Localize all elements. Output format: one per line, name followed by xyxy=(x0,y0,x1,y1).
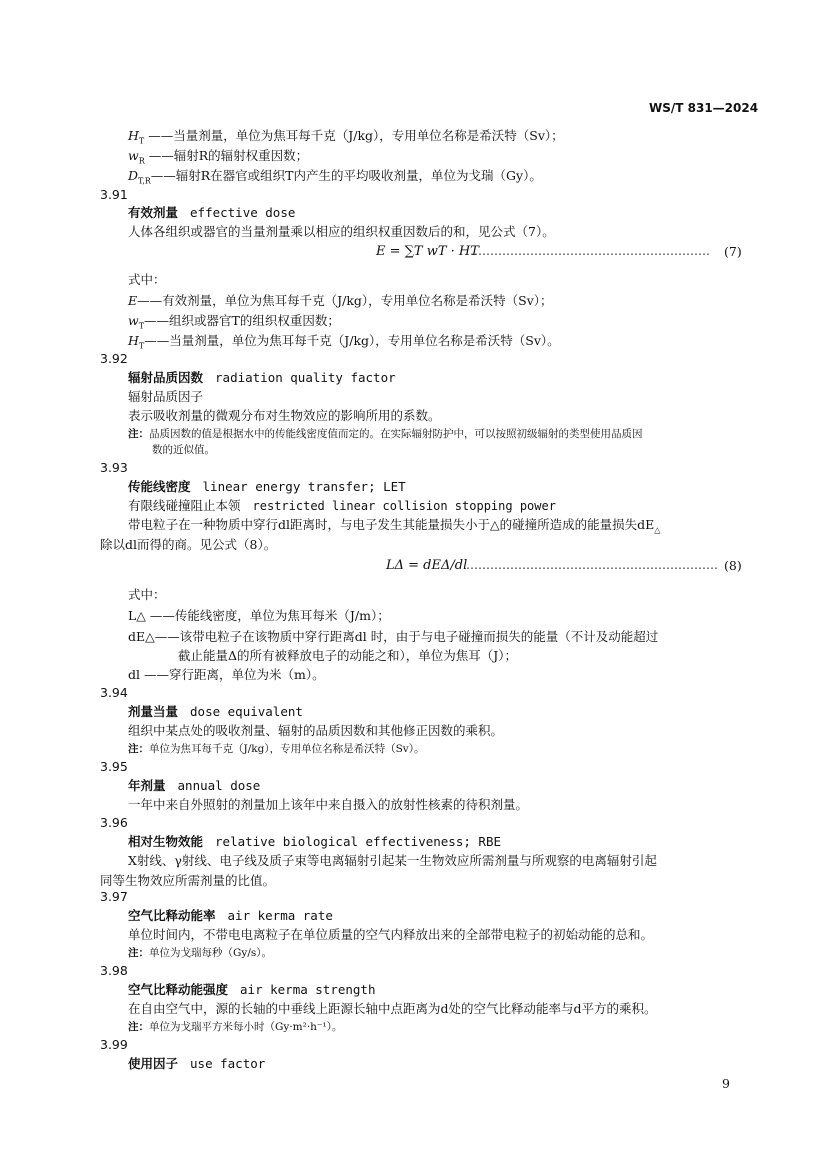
note: 注：单位为戈瑞平方米每小时（Gy·m²·h⁻¹）。 xyxy=(128,1021,343,1033)
definition-line-2: 除以dl而得的商。见公式（8）。 xyxy=(100,537,277,552)
definition-line-2: 同等生物效应所需剂量的比值。 xyxy=(100,873,276,888)
leader-dots: …………………………………………………… xyxy=(470,244,710,258)
var-de-delta-cont: 截止能量Δ的所有被释放电子的动能之和），单位为焦耳（J）； xyxy=(178,648,518,663)
section-number: 3.91 xyxy=(100,187,128,202)
prev-def-ht: $H_T$ ——当量剂量，单位为焦耳每千克（J/kg），专用单位名称是希沃特（Sv）； xyxy=(128,128,564,146)
term-heading: 辐射品质因数 radiation quality factor xyxy=(128,370,396,385)
section-number: 3.98 xyxy=(100,963,128,978)
var-dl: dl ——穿行距离，单位为米（m）。 xyxy=(128,667,325,682)
note-continued: 数的近似值。 xyxy=(152,444,215,456)
definition-line-1: 带电粒子在一种物质中穿行dl距离时，与电子发生其能量损失小于△的碰撞所造成的能量损失$dE_\triangle$ xyxy=(128,517,661,535)
equation-number: (8) xyxy=(724,558,742,573)
term-heading: 使用因子 use factor xyxy=(128,1056,266,1071)
section-number: 3.94 xyxy=(100,685,128,700)
definition: 单位时间内，不带电电离粒子在单位质量的空气内释放出来的全部带电粒子的初始动能的总和。 xyxy=(128,927,654,942)
definition-line-1: X射线、γ射线、电子线及质子束等电离辐射引起某一生物效应所需剂量与所观察的电离辐射引起 xyxy=(128,853,657,868)
formula-8: LΔ = dEΔ/dl xyxy=(386,558,468,573)
page-number: 9 xyxy=(722,1076,730,1091)
section-number: 3.99 xyxy=(100,1037,128,1052)
section-number: 3.93 xyxy=(100,460,128,475)
symbol: D xyxy=(128,168,139,183)
definition: 在自由空气中，源的长轴的中垂线上距源长轴中点距离为d处的空气比释动能率与d平方的乘积。 xyxy=(128,1001,657,1016)
var-l-delta: L△ ——传能线密度，单位为焦耳每米（J/m）； xyxy=(128,608,390,623)
note: 注：品质因数的值是根据水中的传能线密度值而定的。在实际辐射防护中，可以按照初级辐射的类型使用品质因 xyxy=(128,428,643,440)
term-heading: 年剂量 annual dose xyxy=(128,778,261,793)
term-heading: 剂量当量 dose equivalent xyxy=(128,704,303,719)
var-de-delta: dE△——该带电粒子在该物质中穿行距离dl 时，由于与电子碰撞而损失的能量（不计及动能超过 xyxy=(128,629,659,644)
term-heading: 空气比释动能强度 air kerma strength xyxy=(128,982,376,997)
definition: 人体各组织或器官的当量剂量乘以相应的组织权重因数后的和，见公式（7）。 xyxy=(128,224,555,239)
section-number: 3.92 xyxy=(100,351,128,366)
where-label: 式中： xyxy=(128,587,166,602)
symbol: w xyxy=(128,148,139,163)
term-heading: 空气比释动能率 air kerma rate xyxy=(128,908,333,923)
section-number: 3.97 xyxy=(100,889,128,904)
var-wt: $w_T——$组织或器官T的组织权重因数； xyxy=(128,313,340,331)
term-heading: 有效剂量 effective dose xyxy=(128,205,296,220)
standard-id: WS/T 831—2024 xyxy=(649,101,759,115)
prev-def-wr: $w_R$ ——辐射R的辐射权重因数； xyxy=(128,148,309,166)
alt-term: 辐射品质因子 xyxy=(128,389,204,404)
section-number: 3.95 xyxy=(100,759,128,774)
note: 注：单位为焦耳每千克（J/kg），专用单位名称是希沃特（Sv）。 xyxy=(128,743,425,755)
section-number: 3.96 xyxy=(100,815,128,830)
var-ht: $H_T——$当量剂量，单位为焦耳每千克（J/kg），专用单位名称是希沃特（Sv）。 xyxy=(128,333,560,351)
prev-def-dtr: $D_{T,R}——$辐射R在器官或组织T内产生的平均吸收剂量，单位为戈瑞（Gy）。 xyxy=(128,168,542,186)
where-label: 式中： xyxy=(128,272,166,287)
formula-7: E = ∑T wT · HT xyxy=(376,244,479,259)
definition: 表示吸收剂量的微观分布对生物效应的影响所用的系数。 xyxy=(128,408,441,423)
symbol: H xyxy=(128,128,139,143)
term-heading: 相对生物效能 relative biological effectiveness; RBE xyxy=(128,834,501,849)
equation-number: (7) xyxy=(724,244,742,259)
term-heading: 传能线密度 linear energy transfer; LET xyxy=(128,479,406,494)
definition: 一年中来自外照射的剂量加上该年中来自摄入的放射性核素的待积剂量。 xyxy=(128,797,529,812)
note: 注：单位为戈瑞每秒（Gy/s）。 xyxy=(128,947,272,959)
definition: 组织中某点处的吸收剂量、辐射的品质因数和其他修正因数的乘积。 xyxy=(128,723,504,738)
leader-dots: ……………………………………………………… xyxy=(466,558,718,572)
alt-term: 有限线碰撞阻止本领 restricted linear collision stopping power xyxy=(128,498,556,513)
var-e: E——有效剂量，单位为焦耳每千克（J/kg），专用单位名称是希沃特（Sv）； xyxy=(128,293,553,308)
